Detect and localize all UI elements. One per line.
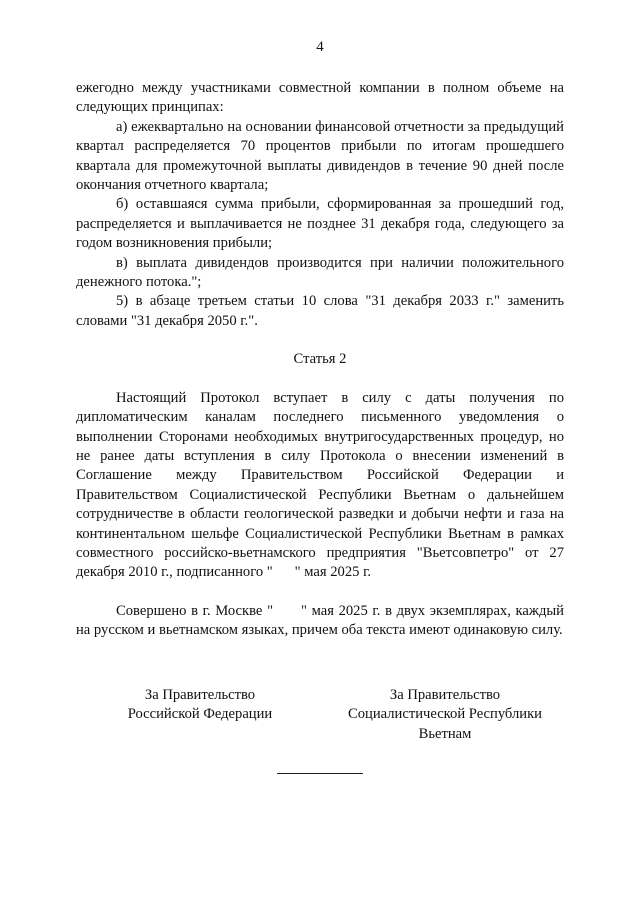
paragraph-continuation: ежегодно между участниками совместной компании в полном объеме на следующих принципах: <box>76 80 564 116</box>
signature-line: За Правительство <box>389 687 501 703</box>
signature-line: За Правительство <box>144 687 256 703</box>
article-2-text: Настоящий Протокол вступает в силу с даты получения по дипломатическим каналам последнего письменного уведомления о выполнении Сторонами необходимых внутригосударственных процедур, но не ранее даты вступления в силу Протокола о внесении изменений в Соглашение между Правительством Российской Федерации и Правительством Социалистической Республики Вьетнам о дальнейшем сотрудничестве в области геологической разведки и добычи нефти и газа на континентальном шельфе Социалистической Республики Вьетнам в рамках совместного российско-вьетнамского предприятия "Вьетсовпетро" от 27 декабря 2010 г., подписанного " " мая 2025 г. <box>76 389 568 581</box>
closing-rule <box>277 773 363 774</box>
page-number: 4 <box>316 39 324 55</box>
paragraph-item-a: а) ежеквартально на основании финансовой отчетности за предыдущий квартал распределяется 70 процентов прибыли по итогам прошедшего квартала для промежуточной выплаты дивидендов в течение 90 дней после окончания отчетного квартала; <box>76 118 564 194</box>
article-heading: Статья 2 <box>293 351 347 368</box>
document-body <box>76 79 568 641</box>
paragraph-item-b: б) оставшаяся сумма прибыли, сформированная за прошедший год, распределяется и выплачивается не позднее 31 декабря года, следующего за годом возникновения прибыли; <box>76 196 564 252</box>
signature-russia <box>100 686 300 725</box>
spacer <box>76 583 564 602</box>
done-paragraph: Совершено в г. Москве " " мая 2025 г. в двух экземплярах, каждый на русском и вьетнамском языках, причем оба текста имеют одинаковую силу. <box>76 602 568 639</box>
signature-line: Социалистической Республики <box>348 706 542 723</box>
signature-line: Российской Федерации <box>127 706 273 723</box>
signature-line: Вьетнам <box>418 725 472 742</box>
paragraph-item-5: 5) в абзаце третьем статьи 10 слова "31 декабря 2033 г." заменить словами "31 декабря 2050 г.". <box>76 293 564 329</box>
signature-vietnam <box>330 686 560 744</box>
paragraph-item-c: в) выплата дивидендов производится при наличии положительного денежного потока."; <box>76 254 564 291</box>
